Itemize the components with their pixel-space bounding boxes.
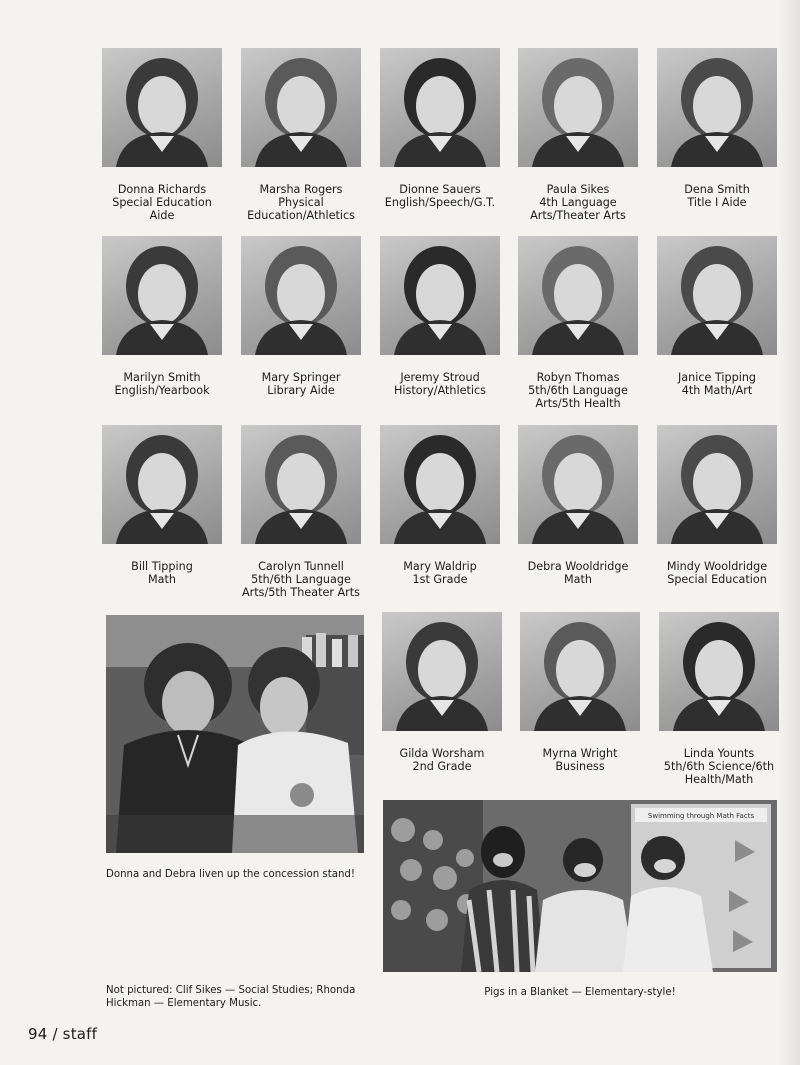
staff-position: 4th Language xyxy=(539,196,617,209)
staff-position: Arts/5th Health xyxy=(535,397,621,410)
staff-caption xyxy=(370,371,510,397)
staff-name: Marsha Rogers xyxy=(259,183,343,196)
staff-portrait-photo xyxy=(380,48,500,167)
staff-name: Debra Wooldridge xyxy=(527,560,629,573)
staff-caption xyxy=(231,560,371,599)
pigs-caption: Pigs in a Blanket — Elementary-style! xyxy=(484,987,676,998)
staff-position: 1st Grade xyxy=(412,573,468,586)
staff-position: Health/Math xyxy=(684,773,754,786)
staff-name: Mary Springer xyxy=(261,371,341,384)
staff-caption xyxy=(510,747,650,773)
staff-name: Dionne Sauers xyxy=(399,183,481,196)
staff-name: Carolyn Tunnell xyxy=(258,560,344,573)
staff-name: Myrna Wright xyxy=(542,747,618,760)
staff-caption xyxy=(508,560,648,586)
staff-position: Special Education xyxy=(112,196,212,209)
staff-portrait-photo xyxy=(659,612,779,731)
staff-position: 4th Math/Art xyxy=(681,384,753,397)
staff-portrait-photo xyxy=(241,236,361,355)
staff-position: Education/Athletics xyxy=(247,209,355,222)
staff-name: Robyn Thomas xyxy=(536,371,620,384)
staff-caption xyxy=(92,371,232,397)
staff-caption xyxy=(649,747,789,786)
staff-position: 5th/6th Language xyxy=(251,573,351,586)
staff-portrait-photo xyxy=(380,236,500,355)
staff-portrait-photo xyxy=(657,425,777,544)
staff-position: Arts/5th Theater Arts xyxy=(242,586,360,599)
staff-name: Mary Waldrip xyxy=(403,560,477,573)
staff-portrait-photo xyxy=(382,612,502,731)
staff-caption xyxy=(647,371,787,397)
staff-name: Jeremy Stroud xyxy=(400,371,480,384)
staff-portrait-photo xyxy=(520,612,640,731)
staff-position: Aide xyxy=(149,209,175,222)
staff-name: Janice Tipping xyxy=(677,371,757,384)
staff-position: Library Aide xyxy=(267,384,335,397)
staff-position: History/Athletics xyxy=(394,384,486,397)
staff-portrait-photo xyxy=(518,425,638,544)
staff-name: Dena Smith xyxy=(684,183,750,196)
staff-portrait-photo xyxy=(518,236,638,355)
staff-name: Linda Younts xyxy=(683,747,755,760)
staff-position: Title I Aide xyxy=(687,196,747,209)
staff-position: 5th/6th Language xyxy=(528,384,628,397)
staff-caption xyxy=(370,183,510,209)
staff-position: 5th/6th Science/6th xyxy=(663,760,775,773)
staff-caption xyxy=(647,560,787,586)
staff-position: Special Education xyxy=(667,573,767,586)
not-pictured-note: Not pictured: Clif Sikes — Social Studies; Rhonda Hickman — Elementary Music. xyxy=(106,985,356,1009)
concession-stand-photo xyxy=(106,615,364,853)
staff-caption xyxy=(92,560,232,586)
staff-position: 2nd Grade xyxy=(412,760,472,773)
staff-name: Paula Sikes xyxy=(546,183,610,196)
page-folio: 94 / staff xyxy=(28,1025,98,1043)
staff-name: Mindy Wooldridge xyxy=(666,560,768,573)
staff-name: Donna Richards xyxy=(117,183,207,196)
staff-name: Marilyn Smith xyxy=(123,371,201,384)
staff-name: Bill Tipping xyxy=(131,560,193,573)
staff-caption xyxy=(372,747,512,773)
page-edge-shadow xyxy=(778,0,800,1065)
pigs-in-a-blanket-photo xyxy=(383,800,777,972)
staff-name: Gilda Worsham xyxy=(399,747,485,760)
staff-portrait-photo xyxy=(102,48,222,167)
staff-portrait-photo xyxy=(102,425,222,544)
staff-position: Arts/Theater Arts xyxy=(530,209,626,222)
staff-position: Math xyxy=(148,573,176,586)
bulletin-board-label: Swimming through Math Facts xyxy=(647,812,755,820)
staff-portrait-photo xyxy=(657,48,777,167)
staff-caption xyxy=(508,371,648,410)
staff-portrait-photo xyxy=(241,425,361,544)
staff-caption xyxy=(647,183,787,209)
staff-portrait-photo xyxy=(518,48,638,167)
staff-portrait-photo xyxy=(241,48,361,167)
staff-caption xyxy=(92,183,232,222)
staff-caption xyxy=(231,371,371,397)
staff-caption xyxy=(370,560,510,586)
staff-position: English/Yearbook xyxy=(114,384,210,397)
staff-position: Business xyxy=(555,760,605,773)
concession-caption: Donna and Debra liven up the concession stand! xyxy=(106,869,355,880)
staff-portrait-photo xyxy=(657,236,777,355)
staff-caption xyxy=(231,183,371,222)
staff-portrait-photo xyxy=(102,236,222,355)
staff-caption xyxy=(508,183,648,222)
staff-position: English/Speech/G.T. xyxy=(384,196,496,209)
staff-position: Math xyxy=(564,573,592,586)
staff-position: Physical xyxy=(278,196,324,209)
staff-portrait-photo xyxy=(380,425,500,544)
